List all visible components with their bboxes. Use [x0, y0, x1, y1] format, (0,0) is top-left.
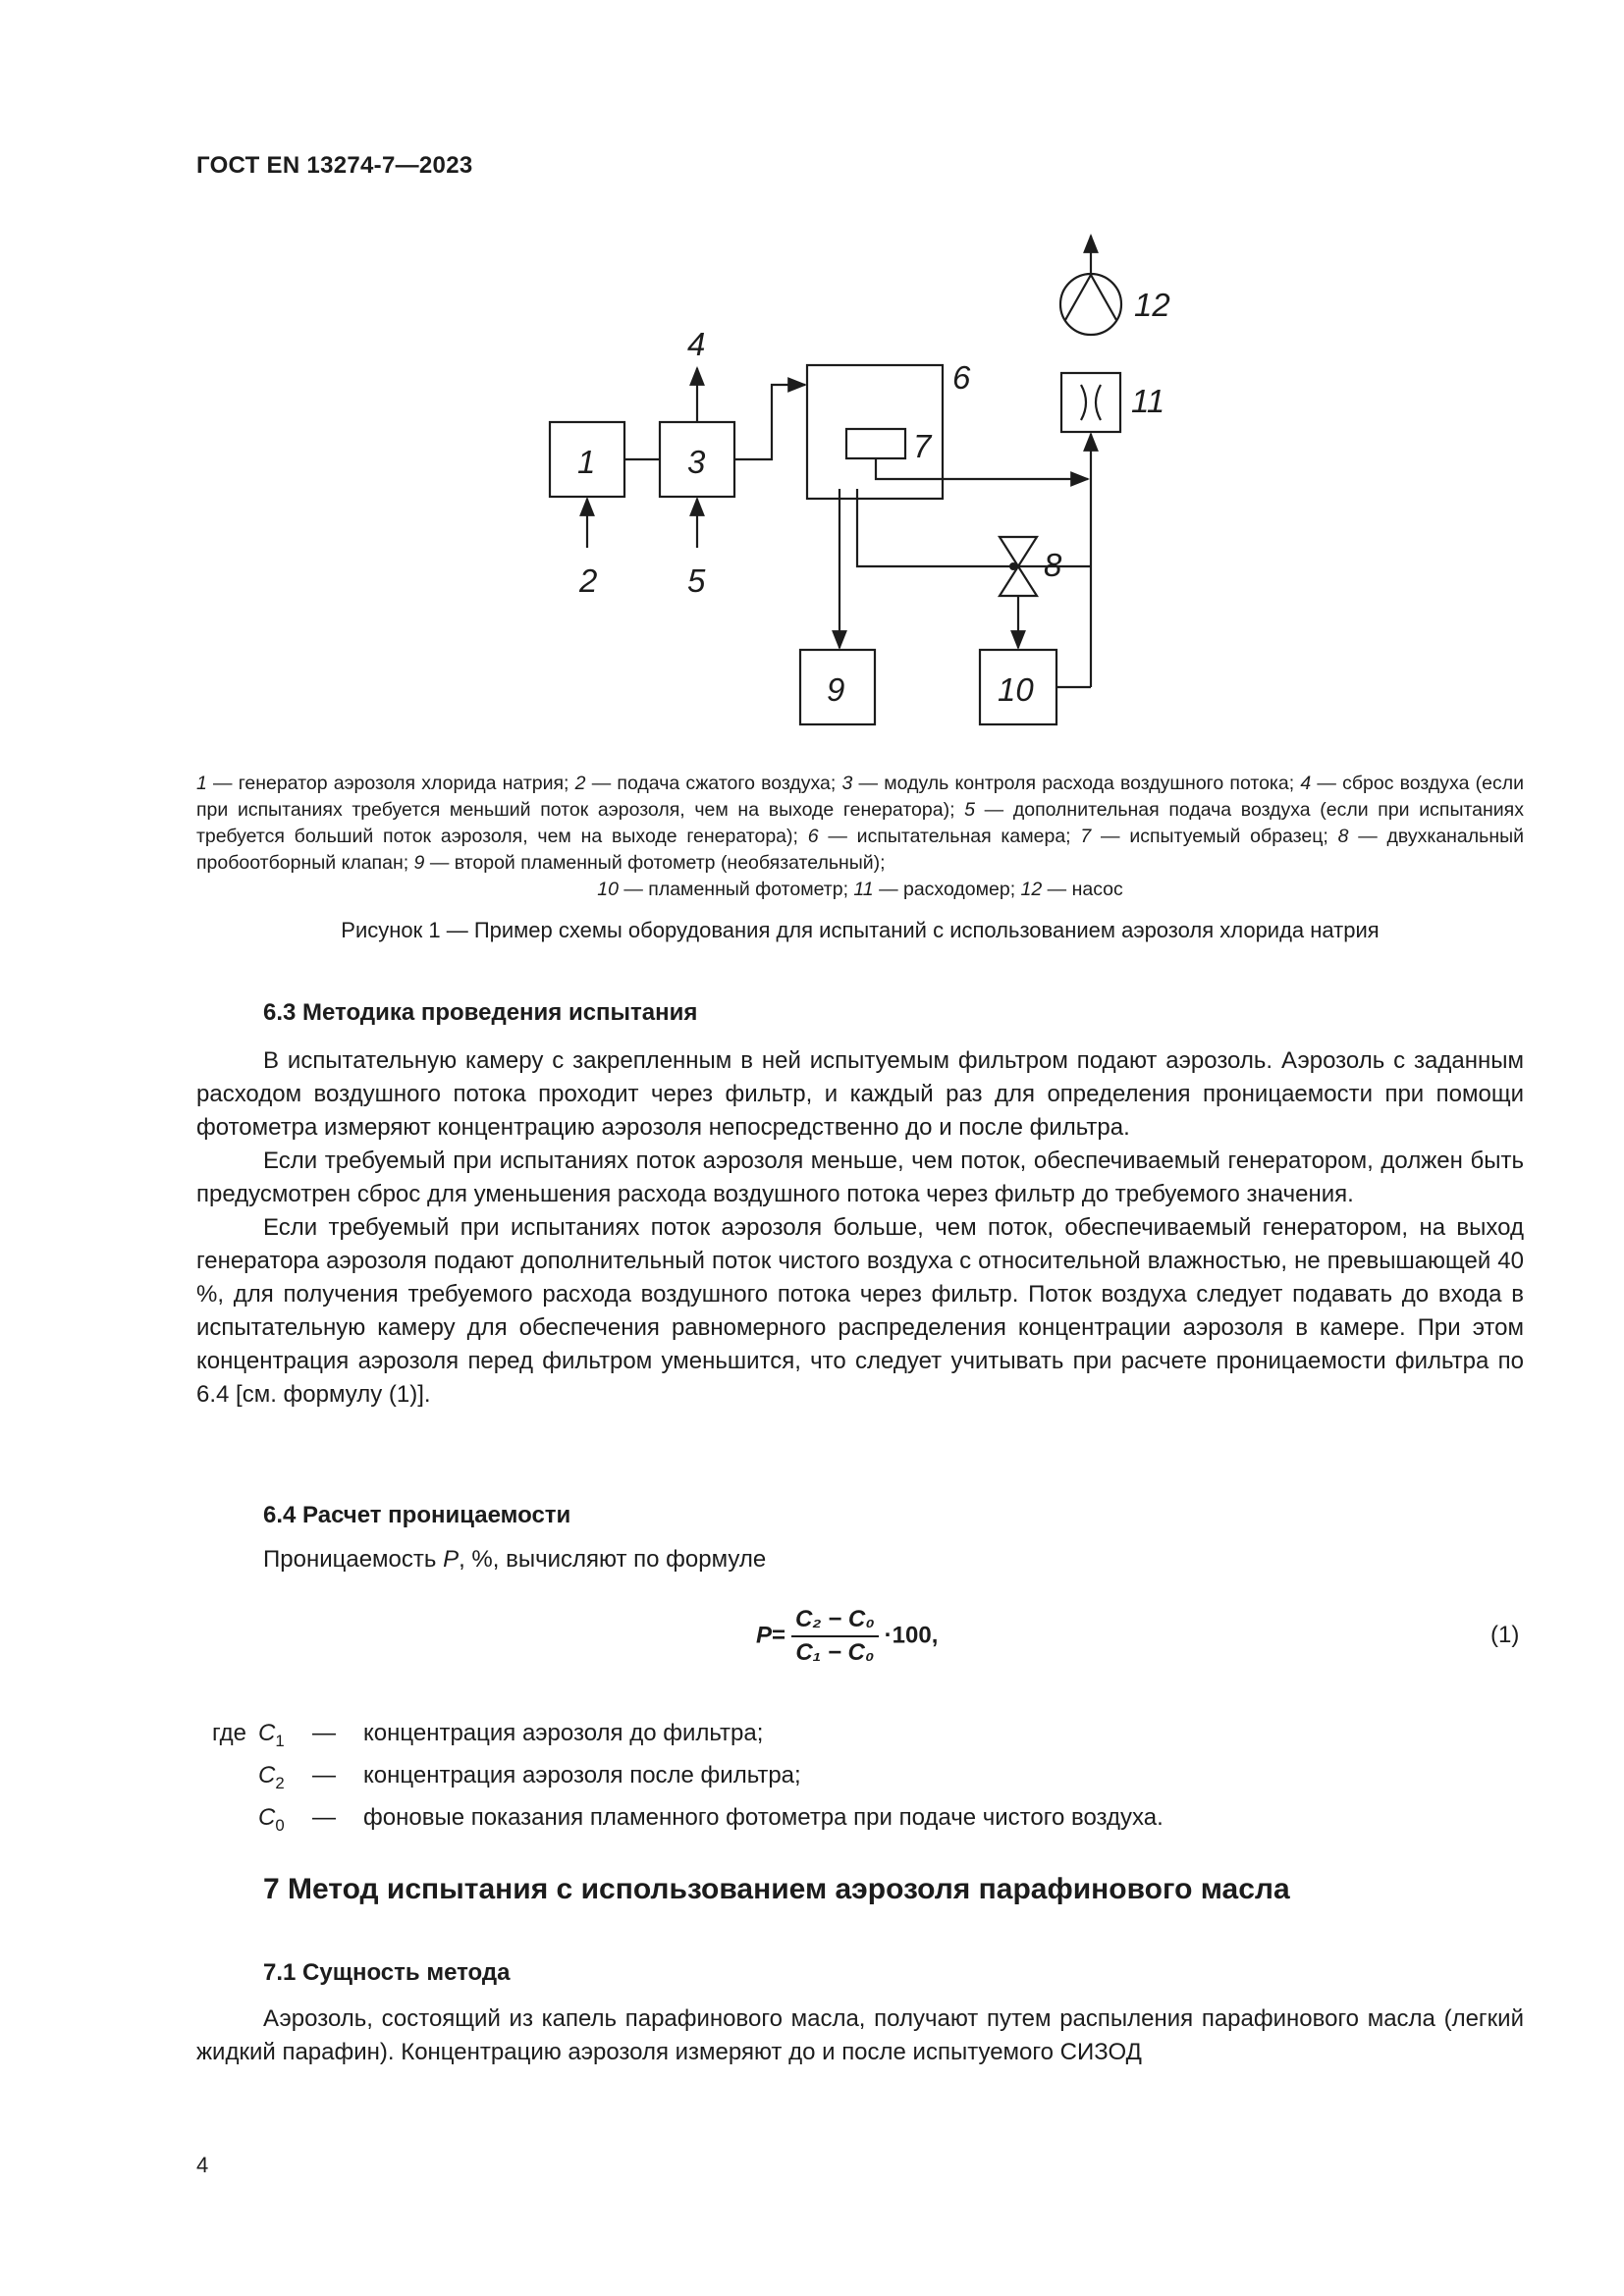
valve-symbol: [1000, 537, 1037, 566]
box-test-sample: [846, 429, 905, 458]
label-10: 10: [998, 671, 1034, 708]
label-7: 7: [913, 428, 932, 464]
figure-caption: Рисунок 1 — Пример схемы оборудования для испытаний с использованием аэрозоля хлорида натрия: [341, 918, 1380, 942]
section-6-4-title: 6.4 Расчет проницаемости: [263, 1502, 571, 1528]
section-7-title: 7 Метод испытания с использованием аэрозоля парафинового масла: [263, 1873, 1290, 1905]
equation-number: (1): [1490, 1622, 1520, 1648]
figure-legend: 1 — генератор аэрозоля хлорида натрия; 2 — подача сжатого воздуха; 3 — модуль контроля расхода воздушного потока; 4 — сброс воздуха (если при испытаниях требуется меньший поток аэрозоля, чем на выходе генератора); 5 — дополнительная подача воздуха (если при испытаниях требуется больший поток аэрозоля, чем на выходе генератора); 6 — испытательная камера; 7 — испытуемый образец; 8 — двухканальный пробоотборный клапан; 9 — второй пламенный фотометр (необязательный); 10 — пламенный фотометр; 11 — расходомер; 12 — насос: [196, 771, 1524, 903]
paragraph: Если требуемый при испытаниях поток аэрозоля больше, чем поток, обеспечиваемый генератором, на выход генератора аэрозоля подают дополнительный поток чистого воздуха с относительной влажностью, не превышающей 40 %, для получения требуемого расхода воздушного потока через фильтр. Поток воздуха следует подавать до входа в испытательную камеру для обеспечения равномерного распределения концентрации аэрозоля в камере. При этом концентрация аэрозоля перед фильтром уменьшится, что следует учитывать при расчете проницаемости фильтра по 6.4 [см. формулу (1)].: [196, 1214, 1524, 1408]
formula-intro: Проницаемость P, %, вычисляют по формуле: [263, 1546, 767, 1573]
box-flowmeter: [1061, 373, 1120, 432]
variable-c0: $C_0$: [258, 1804, 285, 1835]
label-1: 1: [577, 444, 596, 480]
pump-symbol: [1060, 274, 1121, 335]
section-6-3-title: 6.3 Методика проведения испытания: [263, 999, 698, 1026]
label-9: 9: [827, 671, 845, 708]
label-12: 12: [1134, 287, 1170, 323]
section-6-3-body: [196, 1044, 1524, 1412]
label-3: 3: [687, 444, 706, 480]
variable-c2: $C_2$: [258, 1762, 285, 1792]
paragraph: В испытательную камеру с закрепленным в ней испытуемым фильтром подают аэрозоль. Аэрозоль с заданным расходом воздушного потока проходит через фильтр, и каждый раз для определения проницаемости при помощи фотометра измеряют концентрацию аэрозоля непосредственно до и после фильтра.: [196, 1047, 1524, 1141]
paragraph: Аэрозоль, состоящий из капель парафинового масла, получают путем распыления парафинового масла (легкий жидкий парафин). Концентрацию аэрозоля измеряют до и после испытуемого СИЗОД: [196, 2005, 1524, 2065]
label-4: 4: [687, 326, 706, 362]
variable-c1: $C_1$: [258, 1720, 285, 1750]
fraction: $\frac{\text{C₂ − C₀}}{\text{C₁ − C₀}}$: [791, 1606, 879, 1667]
document-header: ГОСТ EN 13274-7—2023: [196, 152, 473, 179]
equipment-diagram: [0, 0, 1624, 766]
label-8: 8: [1044, 547, 1062, 583]
page-number: 4: [196, 2153, 209, 2177]
paragraph: Если требуемый при испытаниях поток аэрозоля меньше, чем поток, обеспечиваемый генератором, должен быть предусмотрен сброс для уменьшения расхода воздушного потока через фильтр до требуемого значения.: [196, 1148, 1524, 1207]
section-7-1-body: [196, 2002, 1524, 2069]
label-6: 6: [952, 359, 971, 396]
formula: P= $\frac{\text{C₂ − C₀}}{\text{C₁ − C₀}}$ ·100,: [756, 1606, 939, 1666]
figure-legend-last-line: 10 — пламенный фотометр; 11 — расходомер; 12 — насос: [597, 879, 1123, 900]
label-2: 2: [579, 562, 598, 599]
label-5: 5: [687, 562, 706, 599]
label-11: 11: [1131, 383, 1165, 419]
section-7-1-title: 7.1 Сущность метода: [263, 1959, 511, 1986]
